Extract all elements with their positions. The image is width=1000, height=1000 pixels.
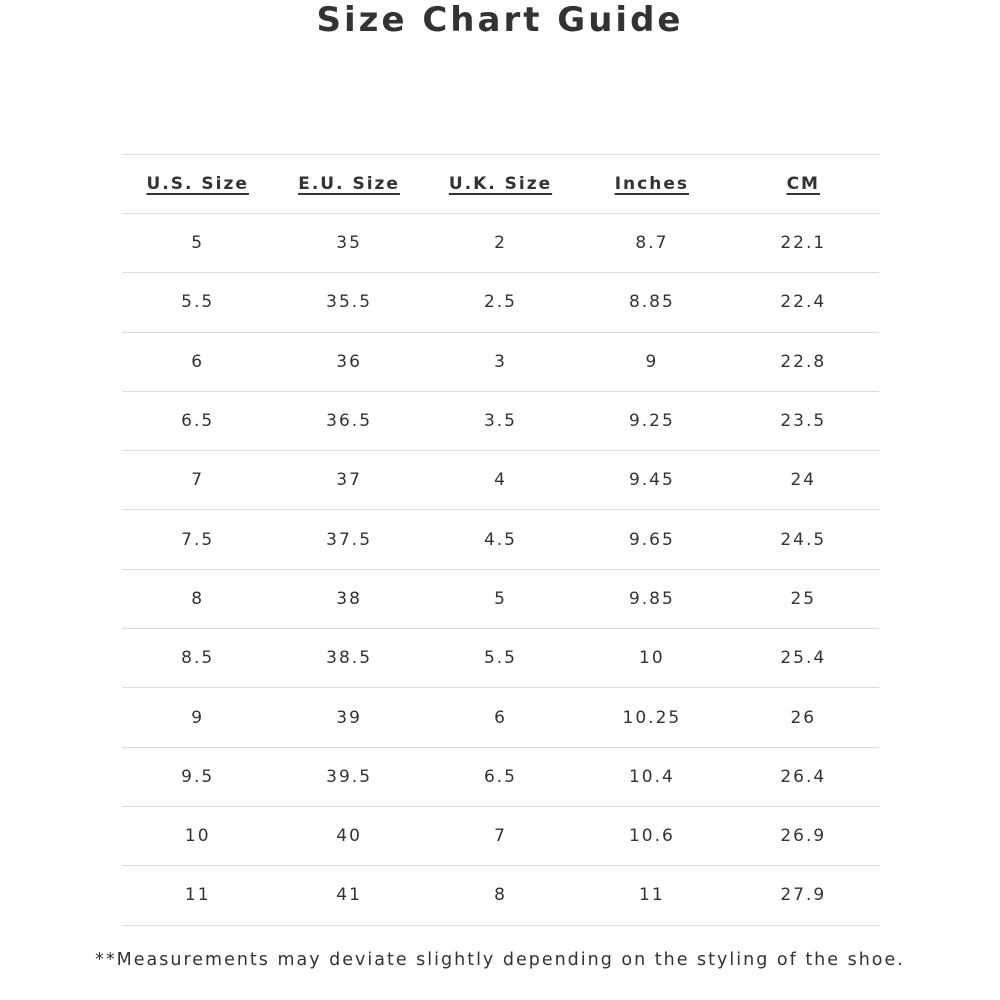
cell-inches: 10 [576, 629, 727, 688]
cell-cm: 26.9 [728, 806, 879, 865]
cell-inches: 10.25 [576, 688, 727, 747]
cell-eu-size: 36.5 [273, 391, 424, 450]
cell-uk-size: 4.5 [425, 510, 576, 569]
cell-inches: 8.85 [576, 273, 727, 332]
cell-cm: 24.5 [728, 510, 879, 569]
table-header-row [122, 155, 879, 214]
cell-uk-size: 2.5 [425, 273, 576, 332]
cell-us-size: 9.5 [122, 747, 273, 806]
size-chart-table [122, 154, 879, 926]
cell-inches: 10.4 [576, 747, 727, 806]
cell-uk-size: 6 [425, 688, 576, 747]
cell-eu-size: 40 [273, 806, 424, 865]
cell-uk-size: 5 [425, 569, 576, 628]
table-row [122, 214, 879, 273]
cell-inches: 10.6 [576, 806, 727, 865]
cell-uk-size: 7 [425, 806, 576, 865]
measurement-disclaimer: **Measurements may deviate slightly depending on the styling of the shoe. [95, 950, 905, 970]
cell-inches: 11 [576, 866, 727, 925]
header-cm: CM [728, 155, 879, 214]
cell-uk-size: 3.5 [425, 391, 576, 450]
cell-cm: 22.4 [728, 273, 879, 332]
header-eu-size: E.U. Size [273, 155, 424, 214]
cell-cm: 27.9 [728, 866, 879, 925]
header-inches: Inches [576, 155, 727, 214]
cell-uk-size: 8 [425, 866, 576, 925]
header-us-size: U.S. Size [122, 155, 273, 214]
cell-cm: 22.1 [728, 214, 879, 273]
table-row [122, 273, 879, 332]
cell-eu-size: 36 [273, 332, 424, 391]
cell-eu-size: 35.5 [273, 273, 424, 332]
cell-eu-size: 38 [273, 569, 424, 628]
cell-cm: 23.5 [728, 391, 879, 450]
table-row [122, 688, 879, 747]
table-row [122, 747, 879, 806]
cell-eu-size: 37 [273, 451, 424, 510]
cell-uk-size: 6.5 [425, 747, 576, 806]
cell-us-size: 7 [122, 451, 273, 510]
cell-uk-size: 3 [425, 332, 576, 391]
cell-us-size: 5.5 [122, 273, 273, 332]
cell-inches: 9.25 [576, 391, 727, 450]
cell-us-size: 9 [122, 688, 273, 747]
page-title: Size Chart Guide [316, 0, 684, 40]
table-row [122, 569, 879, 628]
table-row [122, 332, 879, 391]
cell-us-size: 6.5 [122, 391, 273, 450]
table-row [122, 391, 879, 450]
cell-cm: 22.8 [728, 332, 879, 391]
cell-eu-size: 39 [273, 688, 424, 747]
cell-uk-size: 5.5 [425, 629, 576, 688]
cell-inches: 9.65 [576, 510, 727, 569]
cell-eu-size: 35 [273, 214, 424, 273]
cell-cm: 26.4 [728, 747, 879, 806]
table-row [122, 510, 879, 569]
cell-inches: 9.85 [576, 569, 727, 628]
cell-cm: 25.4 [728, 629, 879, 688]
cell-cm: 24 [728, 451, 879, 510]
cell-us-size: 8.5 [122, 629, 273, 688]
cell-us-size: 6 [122, 332, 273, 391]
table-row [122, 866, 879, 925]
cell-eu-size: 41 [273, 866, 424, 925]
cell-eu-size: 38.5 [273, 629, 424, 688]
cell-us-size: 7.5 [122, 510, 273, 569]
cell-us-size: 8 [122, 569, 273, 628]
cell-eu-size: 37.5 [273, 510, 424, 569]
cell-eu-size: 39.5 [273, 747, 424, 806]
table-row [122, 451, 879, 510]
cell-us-size: 5 [122, 214, 273, 273]
cell-us-size: 10 [122, 806, 273, 865]
cell-inches: 9 [576, 332, 727, 391]
cell-inches: 9.45 [576, 451, 727, 510]
cell-cm: 26 [728, 688, 879, 747]
table-row [122, 806, 879, 865]
cell-cm: 25 [728, 569, 879, 628]
table-row [122, 629, 879, 688]
header-uk-size: U.K. Size [425, 155, 576, 214]
cell-uk-size: 2 [425, 214, 576, 273]
cell-uk-size: 4 [425, 451, 576, 510]
cell-inches: 8.7 [576, 214, 727, 273]
cell-us-size: 11 [122, 866, 273, 925]
